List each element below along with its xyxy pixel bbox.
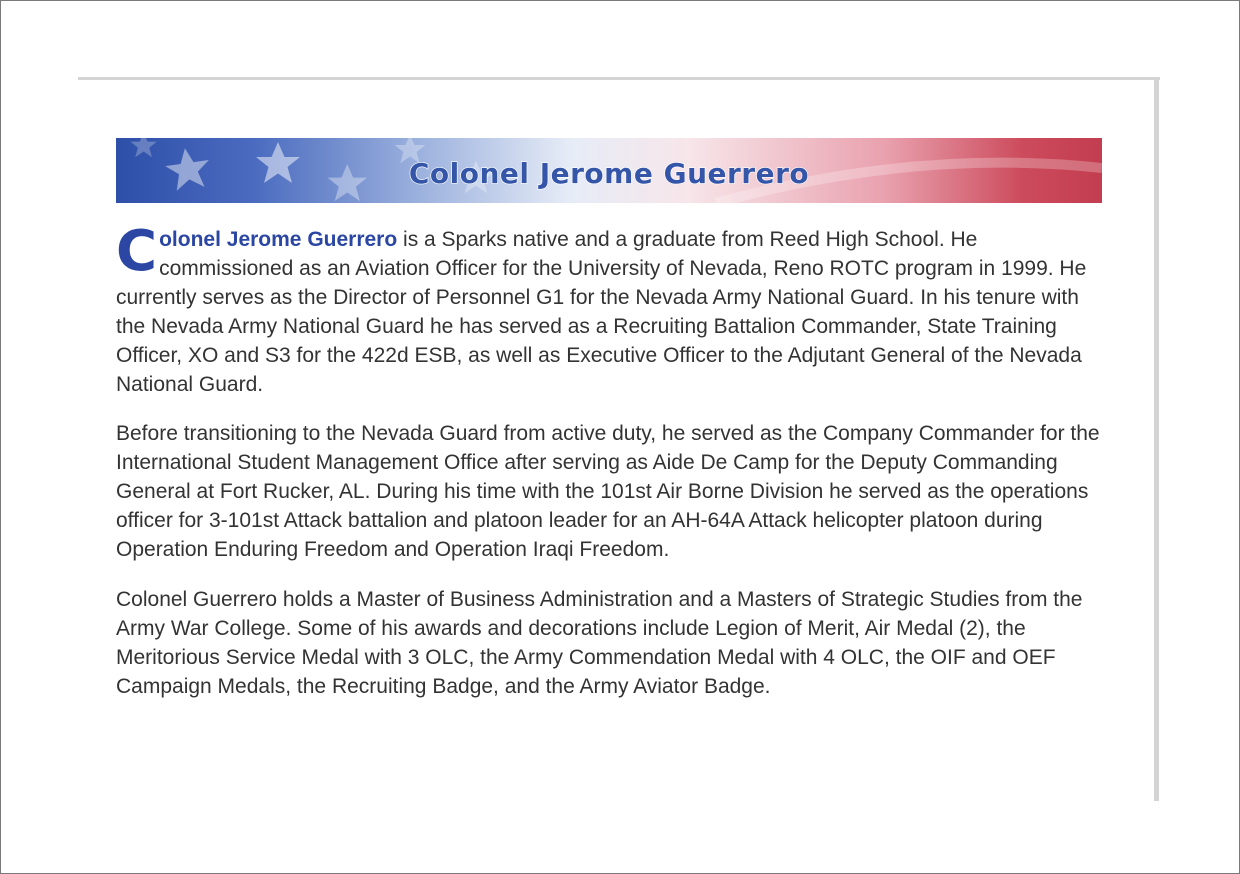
bio-paragraph-2: Before transitioning to the Nevada Guard from active duty, he served as the Company Commander for the International Student Management Office after serving as Aide De Camp for the Deputy Commanding General at Fort Rucker, AL. During his time with the 101st Air Borne Division he served as the operations officer for 3-101st Attack battalion and platoon leader for an AH-64A Attack helicopter platoon during Operation Enduring Freedom and Operation Iraqi Freedom. [116,422,1100,562]
bio-paragraph-1-text: is a Sparks native and a graduate from Reed High School. He commissioned as an Aviation Officer for the University of Nevada, Reno ROTC program in 1999. He currently serves as the Director of Personnel G1 for the Nevada Army National Guard. In his tenure with the Nevada Army National Guard he has served as a Recruiting Battalion Commander, State Training Officer, XO and S3 for the 422d ESB, as well as Executive Officer to the Adjutant General of the Nevada National Guard. [116,228,1087,396]
title-banner [116,138,1102,203]
bio-paragraph-1 [116,219,1106,399]
biography [116,219,1106,723]
right-divider [1154,79,1159,801]
lead-name: olonel Jerome Guerrero [159,228,398,251]
banner-title: Colonel Jerome Guerrero [408,157,810,190]
top-divider [78,77,1160,80]
bio-paragraph-3: Colonel Guerrero holds a Master of Business Administration and a Masters of Strategic Studies from the Army War College. Some of his awards and decorations include Legion of Merit, Air Medal (2), the Meritorious Service Medal with 3 OLC, the Army Commendation Medal with 4 OLC, the OIF and OEF Campaign Medals, the Recruiting Badge, and the Army Aviator Badge. [116,587,1083,698]
drop-cap: C [116,219,158,284]
